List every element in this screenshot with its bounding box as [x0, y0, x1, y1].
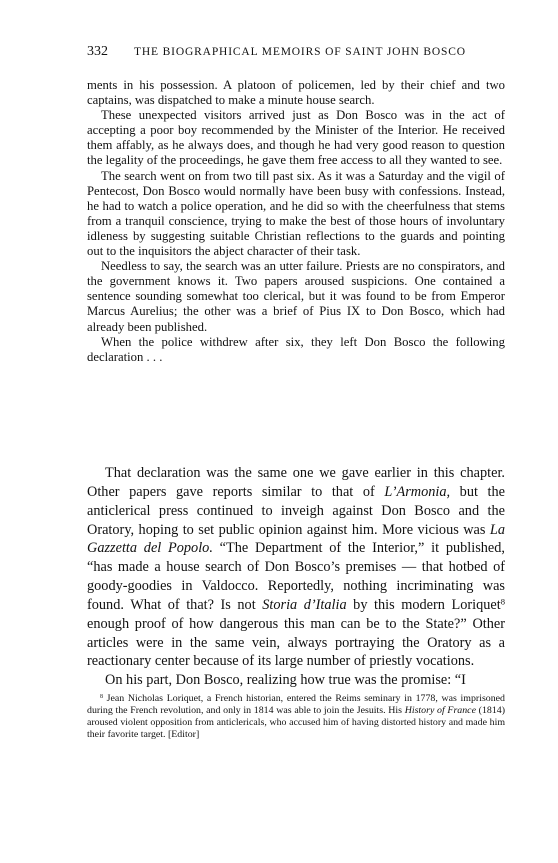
footnote	[87, 693, 505, 741]
quote-paragraph: The search went on from two till past six. As it was a Saturday and the vigil of Pentecost, Don Bosco would normally have been busy with confessions. Instead, he had to watch a police operation, and he did so with the cheerfulness that stems from a tranquil conscience, trying to make the best of those hours of involuntary idleness by suggesting suitable Christian reflections to the guards and pointing out to the inquisitors the abject character of their task.	[87, 168, 505, 259]
body-paragraph: On his part, Don Bosco, realizing how true was the promise: “I	[105, 672, 466, 689]
page-number: 332	[87, 44, 108, 59]
book-title: History of France	[404, 705, 476, 717]
book-title: Storia d’Italia	[262, 596, 347, 613]
running-title: THE BIOGRAPHICAL MEMOIRS OF SAINT JOHN BOSCO	[134, 46, 466, 58]
body-paragraph: That declaration was the same one we gave earlier in this chapter. Other papers gave reports similar to that of L’Armonia, but the anticlerical press continued to inveigh against Don Bosco and the Oratory, hoping to set public opinion against him. More vicious was La Gazzetta del Popolo. “The Department of the Interior,” it published, “has made a house search of Don Bosco’s premises — that hotbed of goody-goodies in Valdocco. Reportedly, nothing incriminating was found. What of that? Is not Storia d’Italia by this modern Loriquet$^8$ enough proof of how dangerous this man can be to the State?” Other articles were in the same vein, always portraying the Oratory as a reactionary center because of its large number of priestly vocations.	[87, 465, 505, 670]
footnote-mark: 8	[100, 694, 103, 701]
quote-paragraph: These unexpected visitors arrived just as Don Bosco was in the act of accepting a poor boy recommended by the Minister of the Interior. He received them affably, as he always does, and though he had very good reason to question the legality of the proceedings, he gave them free access to all they wanted to see.	[87, 108, 505, 168]
footnote-reference[interactable]: 8	[500, 596, 505, 607]
quote-paragraph: Needless to say, the search was an utter failure. Priests are no conspirators, and the government knows it. Two papers aroused suspicions. One contained a sentence sounding somewhat too clerical, but it was found to be from Emperor Marcus Aurelius; the other was a brief of Pius IX to Don Bosco, which had already been published.	[87, 259, 505, 334]
newspaper-title: La Gazzetta del Popolo.	[87, 521, 505, 557]
quoted-passage	[87, 78, 505, 365]
body-text	[87, 464, 505, 690]
running-header	[87, 44, 505, 62]
quote-paragraph: When the police withdrew after six, they left Don Bosco the following declaration . . .	[87, 334, 505, 364]
newspaper-title: L’Armonia,	[384, 483, 451, 500]
quote-paragraph: ments in his possession. A platoon of policemen, led by their chief and two captains, was dispatched to make a minute house search.	[87, 78, 505, 108]
footnote-text: $^8$ Jean Nicholas Loriquet, a French historian, entered the Reims seminary in 1778, was imprisoned during the French revolution, and only in 1814 was able to join the Jesuits. His History of France (1814) aroused violent opposition from anticlericals, who accused him of having distorted history and made him their favorite target. [Editor]	[87, 693, 505, 741]
